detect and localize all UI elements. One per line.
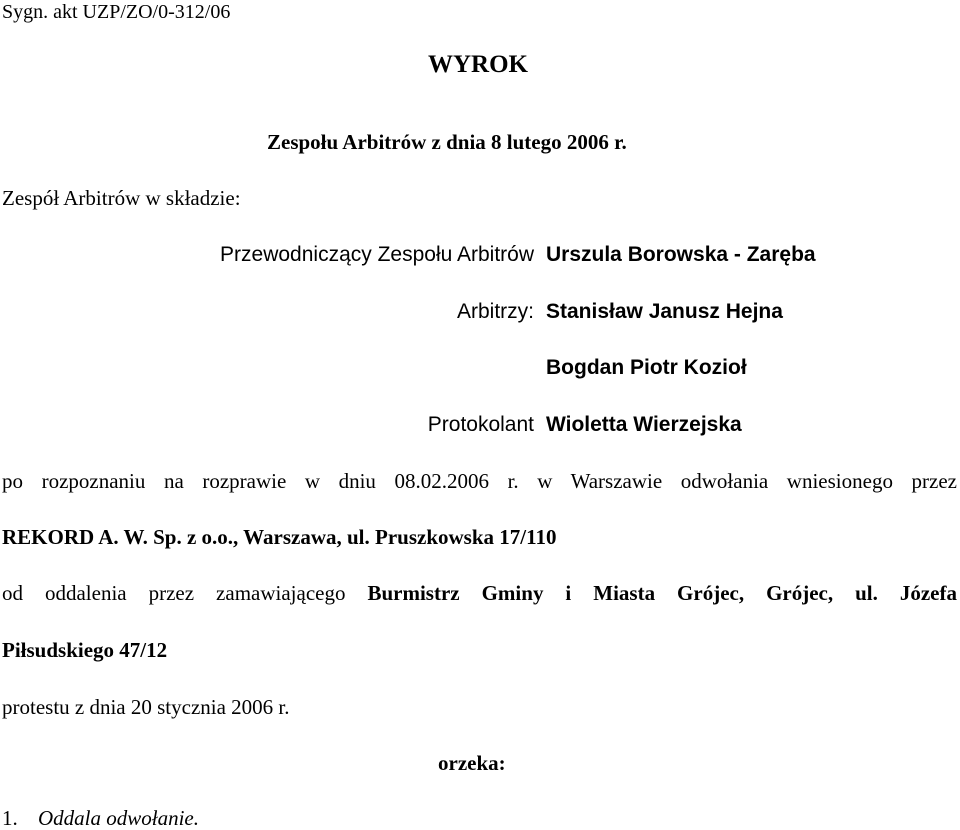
panel-intro: Zespół Arbitrów w składzie: — [2, 186, 241, 210]
dismissal-line — [2, 583, 957, 604]
arbitrators-role-label: Arbitrzy: — [456, 300, 534, 323]
chair-name: Urszula Borowska - Zaręba — [546, 243, 816, 266]
document-subtitle: Zespołu Arbitrów z dnia 8 lutego 2006 r. — [267, 130, 627, 154]
chair-role-label: Przewodniczący Zespołu Arbitrów — [220, 243, 534, 266]
clerk-role-label: Protokolant — [427, 413, 534, 436]
document-title: WYROK — [428, 51, 528, 78]
ruling-item — [2, 808, 199, 829]
decides-heading: orzeka: — [438, 751, 506, 775]
dismissal-prefix: od oddalenia przez zamawiającego — [2, 581, 346, 605]
contracting-address: Piłsudskiego 47/12 — [2, 638, 168, 662]
contracting-authority: Burmistrz Gminy i Miasta Grójec, Grójec, ul. Józefa — [367, 581, 957, 605]
arbitrator-name: Stanisław Janusz Hejna — [546, 300, 783, 323]
hearing-line: po rozpoznaniu na rozprawie w dniu 08.02.2006 r. w Warszawie odwołania wniesionego przez — [2, 469, 957, 493]
appellant-line: REKORD A. W. Sp. z o.o., Warszawa, ul. Pruszkowska 17/110 — [2, 525, 557, 549]
case-signature: Sygn. akt UZP/ZO/0-312/06 — [2, 1, 231, 23]
clerk-name: Wioletta Wierzejska — [546, 413, 742, 436]
ruling-item-text: Oddala odwołanie. — [38, 806, 199, 830]
protest-line: protestu z dnia 20 stycznia 2006 r. — [2, 695, 290, 719]
ruling-item-number: 1. — [2, 806, 18, 830]
arbitrator-name: Bogdan Piotr Kozioł — [546, 356, 747, 379]
